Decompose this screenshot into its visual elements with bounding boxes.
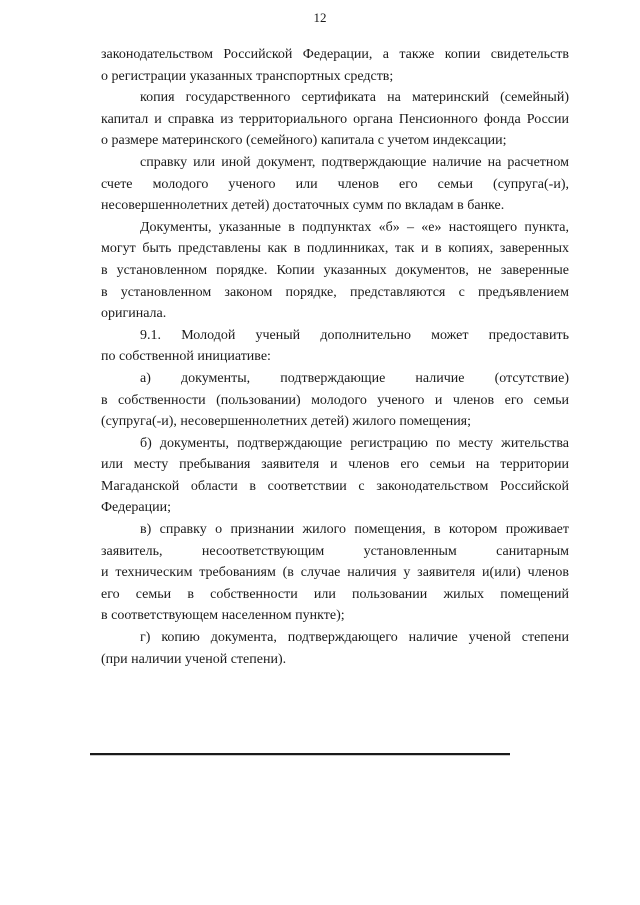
paragraph-item-v [101,519,569,627]
text-line: копия государственного сертификата на материнский (семейный) [140,90,569,106]
page-number: 12 [313,10,327,25]
paragraph-documents-note [101,217,569,325]
text-line: в собственности (пользовании) молодого ученого и членов его семьи [101,392,569,408]
text-line: о размере материнского (семейного) капитала с учетом индексации; [101,133,507,149]
text-line: Магаданской области в соответствии с законодательством Российской [101,478,569,494]
paragraph-clause-9-1 [101,325,569,368]
text-line: (супруга(-и), несовершеннолетних детей) жилого помещения; [101,414,472,430]
text-line: несовершеннолетних детей) достаточных сумм по вкладам в банке. [101,198,505,214]
paragraph-maternity-capital [101,87,569,152]
document-body [101,44,569,670]
horizontal-rule-shadow [90,755,510,756]
text-line: справку или иной документ, подтверждающие наличие на расчетном [140,154,569,170]
paragraph-continuation [101,44,569,87]
text-line: б) документы, подтверждающие регистрацию по месту жительства [140,435,569,451]
paragraph-item-b [101,433,569,519]
text-line: оригинала. [101,306,167,322]
text-line: а) документы, подтверждающие наличие (отсутствие) [140,370,569,386]
paragraph-item-g [101,627,569,670]
text-line: Федерации; [101,500,172,516]
text-line: в) справку о признании жилого помещения, в котором проживает [140,522,569,538]
text-line: законодательством Российской Федерации, а также копии свидетельств [101,47,569,62]
text-line: (при наличии ученой степени). [101,651,287,667]
text-line: могут быть представлены как в подлинниках, так и в копиях, заверенных [101,241,569,257]
text-line: в установленном порядке. Копии указанных документов, не заверенные [101,262,569,278]
text-line: капитал и справка из территориального органа Пенсионного фонда России [101,111,569,127]
text-line: в установленном законом порядке, представляются с предъявлением [101,284,569,300]
text-line: в соответствующем населенном пункте); [101,608,345,624]
text-line: о регистрации указанных транспортных средств; [101,68,394,84]
text-line: его семьи в собственности или пользовании жилых помещений [101,586,569,602]
paragraph-item-a [101,368,569,433]
paragraph-bank-certificate [101,152,569,217]
text-line: и техническим требованиям (в случае наличия у заявителя и(или) членов [101,565,569,581]
text-line: Документы, указанные в подпунктах «б» – «е» настоящего пункта, [140,219,569,235]
text-line: или месту пребывания заявителя и членов его семьи на территории [101,457,569,473]
text-line: по собственной инициативе: [101,349,271,365]
text-line: счете молодого ученого или членов его семьи (супруга(-и), [101,176,569,192]
text-line: заявитель, несоответствующим установленным санитарным [101,543,569,559]
text-line: 9.1. Молодой ученый дополнительно может предоставить [140,327,569,343]
text-line: г) копию документа, подтверждающего наличие ученой степени [140,630,569,646]
